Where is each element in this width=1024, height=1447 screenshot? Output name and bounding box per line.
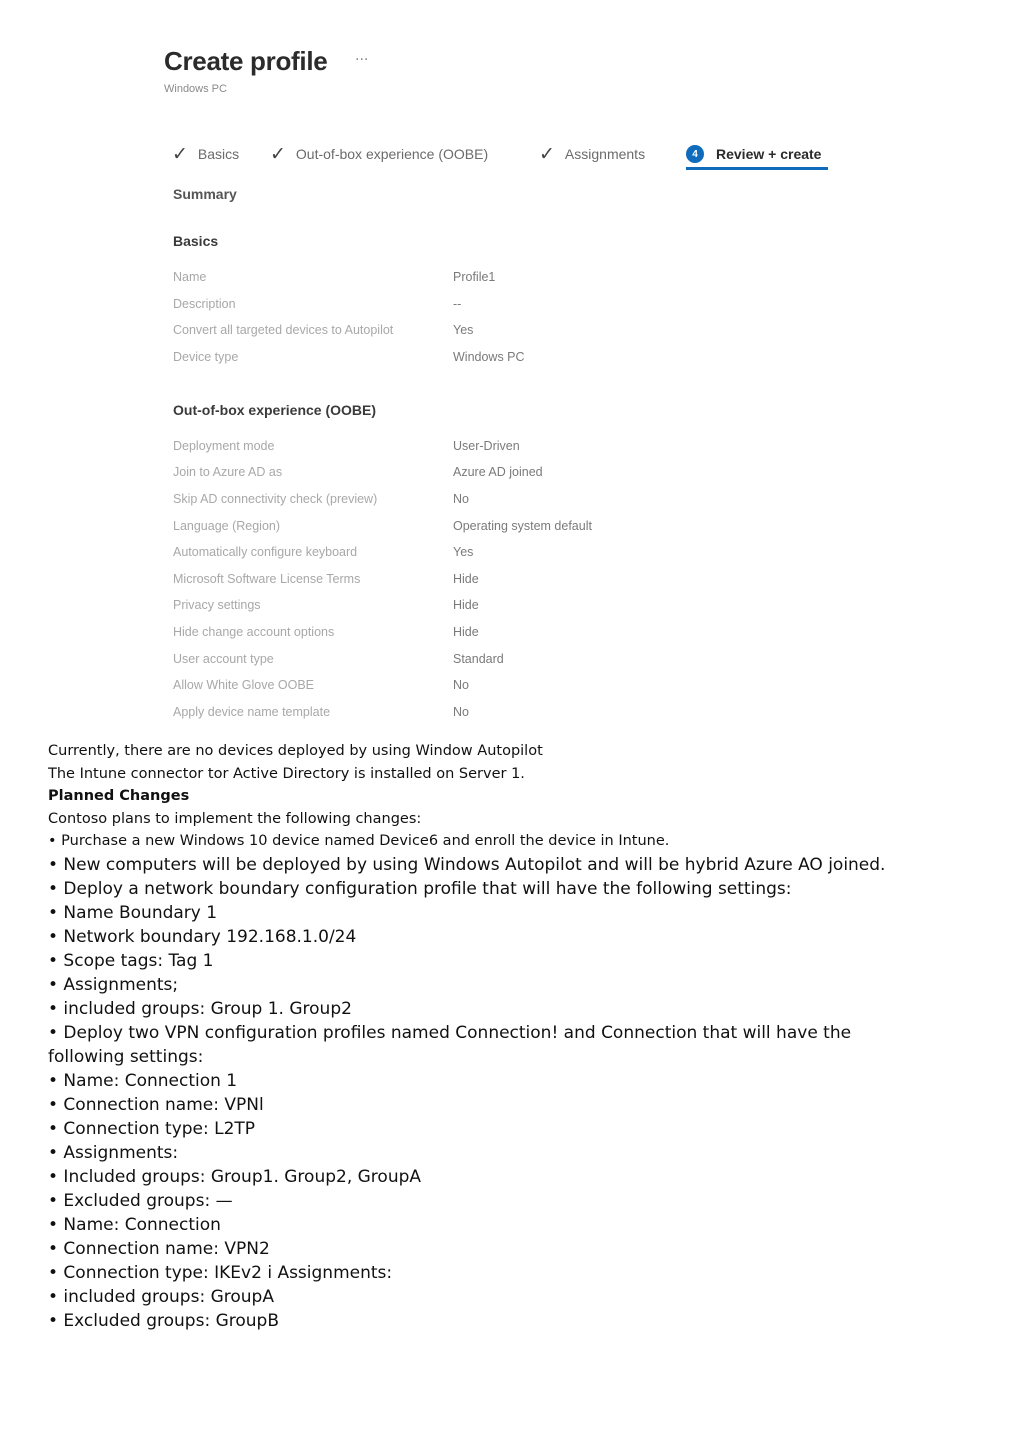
paragraph-line: Currently, there are no devices deployed by using Window Autopilot xyxy=(48,743,543,759)
bullet-item: • included groups: GroupA xyxy=(48,1286,274,1307)
bullet-item: • Excluded groups: GroupB xyxy=(48,1310,280,1331)
summary-row xyxy=(173,465,873,485)
check-icon: ✓ xyxy=(172,143,188,165)
bullet-item: • Connection type: L2TP xyxy=(48,1118,256,1139)
summary-row xyxy=(173,323,873,343)
summary-row xyxy=(173,705,873,725)
section-heading: Planned Changes xyxy=(48,788,190,804)
bullet-item: • Name: Connection xyxy=(48,1214,221,1235)
row-value: Standard xyxy=(453,652,504,666)
bullet-item: • Excluded groups: — xyxy=(48,1190,233,1211)
row-value: Windows PC xyxy=(453,350,525,364)
bullet-item: • Name Boundary 1 xyxy=(48,902,218,923)
bullet-item: • Purchase a new Windows 10 device named Device6 and enroll the device in Intune. xyxy=(48,833,670,849)
row-value: No xyxy=(453,705,469,719)
bullet-item: • Assignments: xyxy=(48,1142,179,1163)
bullet-item: • Connection name: VPNl xyxy=(48,1094,264,1115)
row-value: Yes xyxy=(453,545,474,559)
row-value: Azure AD joined xyxy=(453,465,543,479)
row-value: -- xyxy=(453,297,462,311)
tab-label: Out-of-box experience (OOBE) xyxy=(295,146,489,162)
row-key: Description xyxy=(173,297,236,311)
bullet-item: • Deploy a network boundary configuration profile that will have the following settings: xyxy=(48,878,792,899)
tab-oobe[interactable] xyxy=(270,140,488,168)
bullet-item: • Scope tags: Tag 1 xyxy=(48,950,214,971)
paragraph-line: Contoso plans to implement the following changes: xyxy=(48,810,422,827)
bullet-item: • Connection type: IKEv2 i Assignments: xyxy=(48,1262,393,1283)
row-key: Language (Region) xyxy=(173,519,281,533)
row-value: Profile1 xyxy=(453,270,496,284)
bullet-item: • New computers will be deployed by using Windows Autopilot and will be hybrid Azure AO joined. xyxy=(48,854,886,875)
bullet-item: • Included groups: Group1. Group2, GroupA xyxy=(48,1166,422,1187)
tab-label: Assignments xyxy=(564,146,646,162)
row-key: Join to Azure AD as xyxy=(173,465,283,479)
row-key: Apply device name template xyxy=(173,705,331,719)
summary-row xyxy=(173,652,873,672)
row-key: Microsoft Software License Terms xyxy=(173,572,361,586)
row-value: Hide xyxy=(453,572,479,586)
summary-row xyxy=(173,678,873,698)
row-key: Name xyxy=(173,270,207,284)
row-key: Deployment mode xyxy=(173,439,275,453)
tab-review-create[interactable] xyxy=(686,140,821,168)
page-subtitle: Windows PC xyxy=(164,83,227,95)
row-key: Device type xyxy=(173,350,239,364)
summary-row xyxy=(173,545,873,565)
row-value: Hide xyxy=(453,625,479,639)
summary-row xyxy=(173,297,873,317)
summary-heading: Summary xyxy=(173,186,237,202)
row-key: Privacy settings xyxy=(173,598,261,612)
summary-row xyxy=(173,572,873,592)
row-key: Allow White Glove OOBE xyxy=(173,678,315,692)
check-icon: ✓ xyxy=(270,143,286,165)
wizard-steps xyxy=(172,140,872,176)
row-key: User account type xyxy=(173,652,274,666)
row-value: User-Driven xyxy=(453,439,520,453)
active-tab-underline xyxy=(686,167,828,170)
bullet-item: • Assignments; xyxy=(48,974,179,995)
more-options-icon[interactable]: ··· xyxy=(355,52,369,68)
summary-row xyxy=(173,625,873,645)
row-key: Skip AD connectivity check (preview) xyxy=(173,492,378,506)
summary-row xyxy=(173,439,873,459)
summary-row xyxy=(173,350,873,370)
page-title: Create profile xyxy=(164,46,328,76)
oobe-heading: Out-of-box experience (OOBE) xyxy=(173,402,377,418)
tab-basics[interactable] xyxy=(172,140,239,168)
row-key: Automatically configure keyboard xyxy=(173,545,358,559)
paragraph-line: The Intune connector tor Active Directory is installed on Server 1. xyxy=(48,765,525,782)
bullet-item: • included groups: Group 1. Group2 xyxy=(48,998,352,1019)
summary-row xyxy=(173,519,873,539)
summary-row xyxy=(173,270,873,290)
row-value: Hide xyxy=(453,598,479,612)
bullet-item: • Name: Connection 1 xyxy=(48,1070,238,1091)
bullet-item: • Deploy two VPN configuration profiles named Connection! and Connection that will have the following settings: xyxy=(48,1022,852,1067)
row-key: Hide change account options xyxy=(173,625,335,639)
tab-label: Review + create xyxy=(716,146,822,162)
tab-assignments[interactable] xyxy=(539,140,645,168)
step-number-badge: 4 xyxy=(686,145,704,163)
tab-label: Basics xyxy=(197,146,240,162)
summary-row xyxy=(173,492,873,512)
row-value: No xyxy=(453,678,469,692)
row-key: Convert all targeted devices to Autopilot xyxy=(173,323,394,337)
row-value: Operating system default xyxy=(453,519,592,533)
case-study-text xyxy=(48,740,1008,1333)
check-icon: ✓ xyxy=(539,143,555,165)
bullet-item: • Network boundary 192.168.1.0/24 xyxy=(48,926,357,947)
basics-heading: Basics xyxy=(173,233,219,249)
bullet-item: • Connection name: VPN2 xyxy=(48,1238,270,1259)
row-value: No xyxy=(453,492,469,506)
row-value: Yes xyxy=(453,323,474,337)
summary-row xyxy=(173,598,873,618)
